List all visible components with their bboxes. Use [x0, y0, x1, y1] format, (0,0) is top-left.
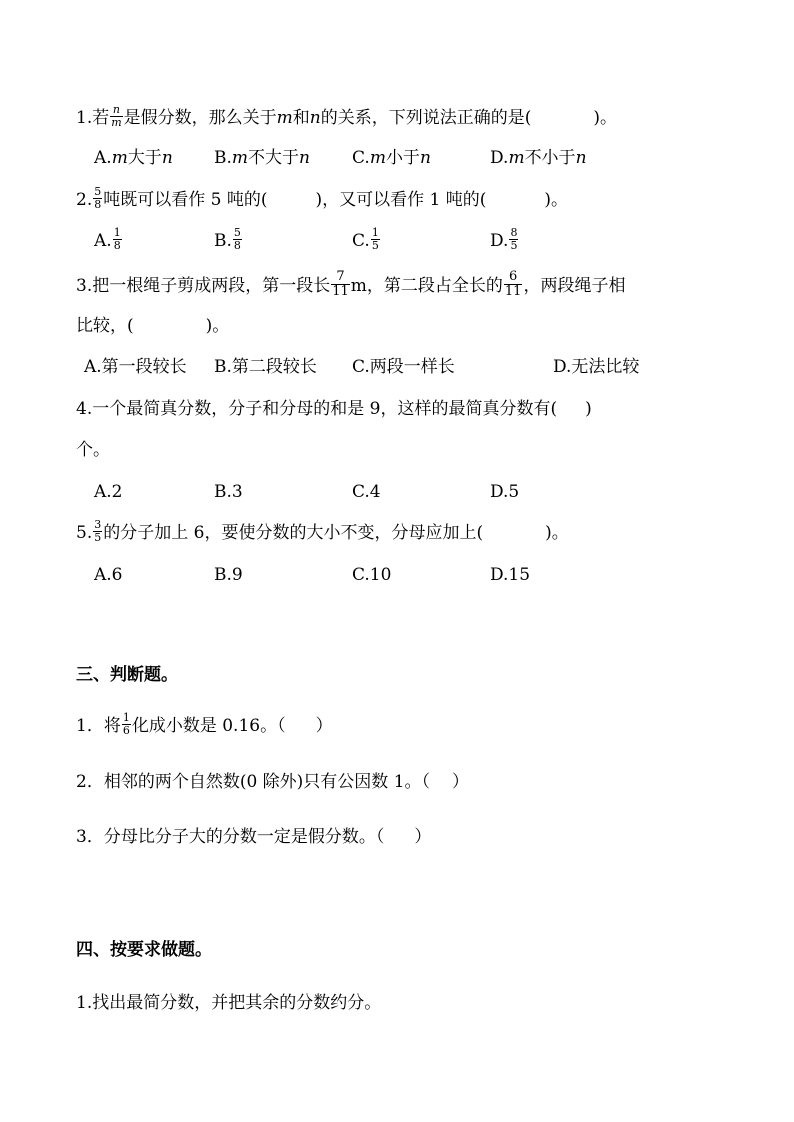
judge-item-2: [76, 770, 469, 794]
q5-number: 5.: [76, 523, 93, 543]
q2-options: [94, 226, 694, 259]
option-text: 小于: [385, 148, 420, 168]
option-label: B.: [214, 148, 232, 168]
q1-fraction: [110, 104, 122, 129]
option-label: B.: [214, 231, 232, 251]
q1-text-3: 和: [292, 108, 310, 128]
option-label: C.: [352, 148, 370, 168]
option-label: A.: [94, 148, 112, 168]
q3-text-2: ，第二段占全长的: [366, 276, 503, 296]
q5-options: [94, 563, 694, 587]
option-var: m: [369, 148, 386, 168]
q4-option-a[interactable]: A.2: [94, 482, 123, 502]
q1-option-b[interactable]: [214, 146, 310, 170]
q1-frac-den: m: [111, 116, 122, 129]
j3-text: 3．分母比分子大的分数一定是假分数。（: [76, 827, 385, 847]
q3-option-c[interactable]: C.两段一样长: [352, 357, 455, 377]
j2-text: 2．相邻的两个自然数(0 除外)只有公因数 1。（: [76, 772, 431, 792]
q3-option-b[interactable]: B.第二段较长: [214, 357, 317, 377]
q5-text-1: 的分子加上 6，要使分数的大小不变，分母应加上(: [103, 523, 484, 543]
option-label: D.: [490, 231, 509, 251]
option-var: n: [299, 148, 310, 168]
q2-option-b[interactable]: [214, 226, 243, 254]
option-label: A.: [94, 231, 112, 251]
option-fraction: [113, 227, 122, 252]
q5-option-d[interactable]: D.15: [490, 565, 531, 585]
q2-option-a[interactable]: [94, 226, 123, 254]
q3-option-d[interactable]: D.无法比较: [553, 357, 640, 377]
frac-den: 8: [233, 239, 241, 252]
question-5: [76, 518, 569, 546]
q1-frac-num: n: [110, 104, 122, 117]
frac-num: 1: [371, 226, 379, 239]
q4-option-c[interactable]: C.4: [352, 482, 381, 502]
judge-item-3: [76, 825, 431, 849]
q3-line2-text: 比较，(: [76, 316, 134, 336]
section-4-title: 四、按要求做题。: [76, 940, 212, 960]
frac-num: 7: [331, 270, 350, 285]
q4-text-1: 4.一个最简真分数，分子和分母的和是 9，这样的最简真分数有(: [76, 399, 558, 419]
q5-option-a[interactable]: A.6: [94, 565, 123, 585]
q3-fraction-2: [504, 270, 523, 299]
q1-number: 1.: [76, 108, 93, 128]
q5-option-b[interactable]: B.9: [214, 565, 243, 585]
q2-frac-den: 8: [94, 198, 102, 211]
frac-den: 8: [113, 239, 121, 252]
frac-num: 6: [504, 270, 523, 285]
question-4-line-2: 个。: [76, 440, 110, 460]
question-1: [76, 103, 618, 131]
j2-close: ）: [452, 772, 470, 792]
option-label: C.: [352, 231, 370, 251]
option-var: m: [231, 148, 249, 168]
j1-fraction: [122, 712, 131, 737]
option-fraction: [371, 227, 380, 252]
option-fraction: [509, 227, 518, 252]
question-4: [76, 397, 592, 421]
q1-option-d[interactable]: [490, 146, 587, 170]
frac-den: 5: [371, 239, 379, 252]
frac-num: 5: [233, 226, 241, 239]
q1-option-c[interactable]: [352, 146, 431, 170]
q3-unit: m: [350, 276, 367, 296]
q1-options: [94, 146, 694, 170]
option-var: n: [575, 148, 587, 168]
q2-text-3: )。: [544, 190, 569, 210]
frac-den: 11: [504, 284, 522, 299]
option-text: 大于: [127, 148, 162, 168]
q4-option-b[interactable]: B.3: [214, 482, 243, 502]
q5-fraction: [93, 519, 102, 544]
q2-frac-num: 5: [94, 185, 102, 198]
q1-close: )。: [593, 108, 618, 128]
frac-den: 5: [94, 531, 102, 544]
option-fraction: [233, 227, 242, 252]
q1-text-4: 的关系，下列说法正确的是(: [320, 108, 532, 128]
option-var: n: [161, 148, 173, 168]
option-text: 不小于: [524, 148, 576, 168]
q1-text: 若: [92, 108, 110, 128]
q4-option-d[interactable]: D.5: [490, 482, 520, 502]
frac-den: 5: [510, 239, 518, 252]
q2-text-1: 吨既可以看作 5 吨的(: [103, 190, 268, 210]
frac-num: 1: [113, 226, 121, 239]
q3-option-a[interactable]: A.第一段较长: [84, 357, 187, 377]
question-3: [76, 269, 626, 301]
frac-den: 11: [332, 284, 349, 299]
section-3-title: 三、判断题。: [76, 665, 178, 685]
q3-text-1: 把一根绳子剪成两段，第一段长: [92, 276, 331, 296]
frac-num: 1: [122, 711, 130, 724]
q5-text-2: )。: [545, 523, 569, 543]
judge-item-1: [76, 711, 333, 739]
option-var: n: [419, 148, 431, 168]
q1-var-n: n: [309, 108, 321, 128]
q2-fraction: [93, 186, 102, 211]
frac-num: 3: [94, 518, 102, 531]
q1-option-a[interactable]: [94, 146, 173, 170]
j1-text-1: 1．将: [76, 716, 121, 736]
option-var: m: [111, 148, 128, 168]
option-label: D.: [490, 148, 509, 168]
j1-text-2: 化成小数是 0.16。（: [131, 716, 286, 736]
q2-text-2: )，又可以看作 1 吨的(: [315, 190, 487, 210]
option-var: m: [508, 148, 525, 168]
q3-options: [84, 355, 704, 379]
question-3-line-2: [76, 314, 229, 338]
q2-option-c[interactable]: [352, 226, 381, 254]
q3-line2-close: )。: [205, 316, 230, 336]
frac-den: 6: [122, 724, 130, 737]
q2-number: 2.: [76, 190, 93, 210]
q3-text-3: ，两段绳子相: [523, 276, 626, 296]
section-4-item-1: 1.找出最简分数，并把其余的分数约分。: [76, 993, 382, 1013]
q2-option-d[interactable]: [490, 226, 519, 254]
q4-close: ): [585, 399, 592, 419]
q3-number: 3.: [76, 276, 93, 296]
q1-text-2: 是假分数，那么关于: [123, 108, 277, 128]
j1-close: ）: [315, 716, 333, 736]
q3-fraction-1: [331, 270, 350, 299]
q5-option-c[interactable]: C.10: [352, 565, 392, 585]
q4-options: [94, 480, 694, 504]
option-text: 不大于: [248, 148, 300, 168]
j3-close: ）: [414, 827, 432, 847]
frac-num: 8: [510, 226, 518, 239]
question-2: [76, 185, 569, 213]
q1-var-m: m: [276, 108, 293, 128]
